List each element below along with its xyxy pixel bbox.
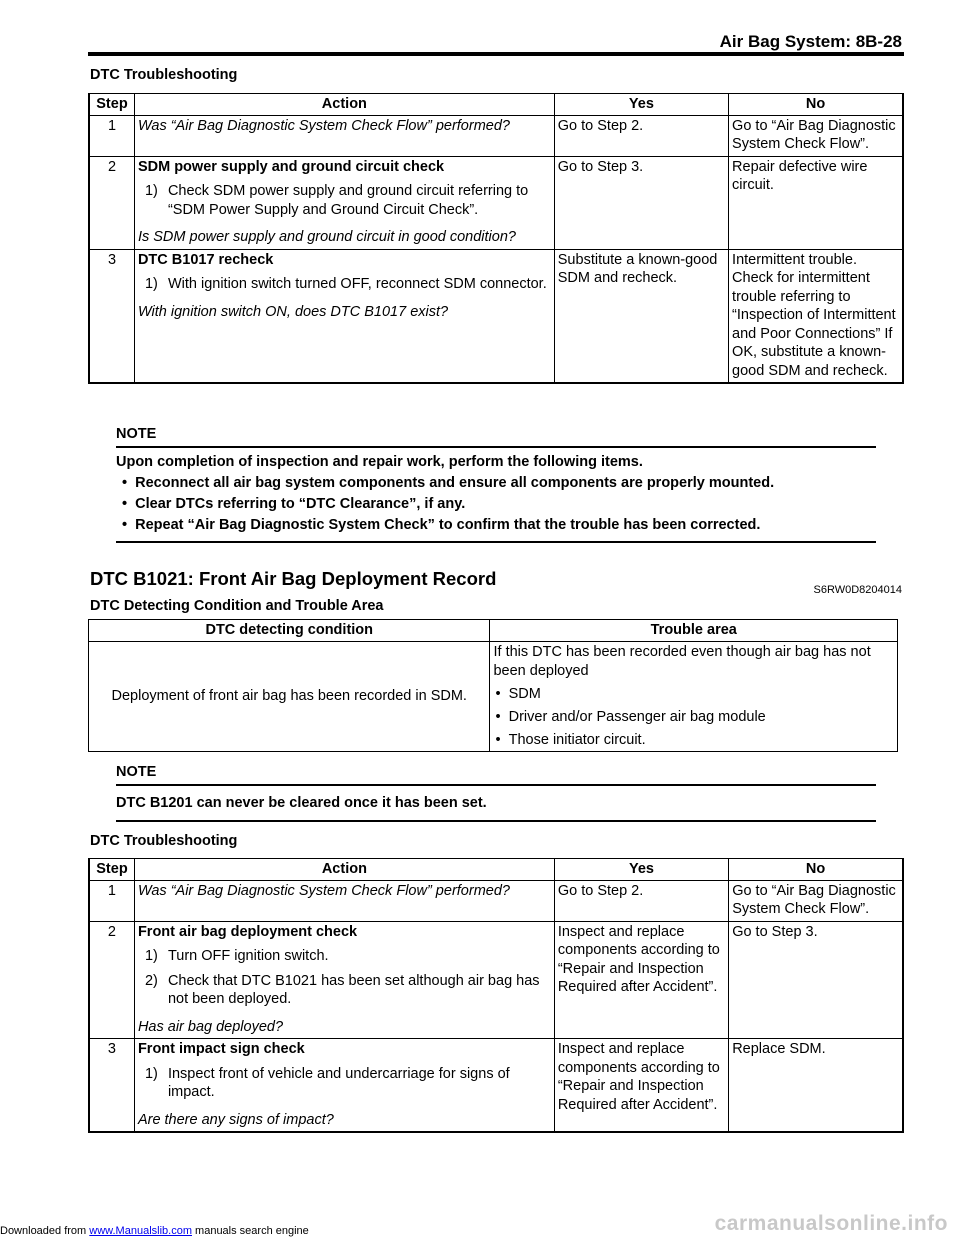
note-label: NOTE bbox=[116, 426, 876, 448]
area-intro: If this DTC has been recorded even though air bag has not been deployed bbox=[493, 644, 871, 679]
download-footer: Downloaded from www.Manualslib.com manuals search engine bbox=[0, 1225, 309, 1237]
table-header-row bbox=[89, 94, 903, 116]
yes-cell: Inspect and replace components according to “Repair and Inspection Required after Accident”. bbox=[554, 1039, 728, 1133]
yes-cell: Go to Step 2. bbox=[554, 115, 728, 156]
col-action: Action bbox=[134, 859, 554, 881]
no-cell: Go to “Air Bag Diagnostic System Check Flow”. bbox=[729, 880, 903, 921]
col-action: Action bbox=[134, 94, 554, 116]
condition-cell: Deployment of front air bag has been recorded in SDM. bbox=[89, 642, 490, 752]
action-cell bbox=[134, 115, 554, 156]
troubleshooting-table-1 bbox=[88, 93, 904, 384]
table-row bbox=[89, 1039, 903, 1133]
note-label: NOTE bbox=[116, 764, 876, 786]
table-row bbox=[89, 115, 903, 156]
step-number: 1 bbox=[89, 880, 134, 921]
area-item: • Those initiator circuit. bbox=[495, 732, 646, 748]
troubleshooting-label-2: DTC Troubleshooting bbox=[90, 833, 238, 849]
col-no: No bbox=[729, 859, 903, 881]
no-cell: Intermittent trouble. Check for intermittent trouble referring to “Inspection of Intermittent and Poor Connections” If OK, substitute a known-good SDM and recheck. bbox=[729, 249, 903, 383]
no-cell: Go to Step 3. bbox=[729, 921, 903, 1039]
note-box-2 bbox=[116, 764, 876, 822]
note-item: • Reconnect all air bag system components and ensure all components are properly mounted. bbox=[122, 475, 775, 491]
troubleshooting-table-2 bbox=[88, 858, 904, 1133]
step-number: 2 bbox=[89, 921, 134, 1039]
note-body bbox=[116, 448, 876, 543]
note-item: • Repeat “Air Bag Diagnostic System Check” to confirm that the trouble has been corrected. bbox=[122, 517, 761, 533]
table-header-row bbox=[89, 859, 903, 881]
action-question: With ignition switch ON, does DTC B1017 exist? bbox=[137, 303, 449, 320]
sub-step: 1) Inspect front of vehicle and undercarriage for signs of impact. bbox=[144, 1065, 510, 1100]
col-condition: DTC detecting condition bbox=[89, 620, 490, 642]
no-cell: Repair defective wire circuit. bbox=[729, 156, 903, 249]
col-yes: Yes bbox=[554, 859, 728, 881]
step-title: DTC B1017 recheck bbox=[137, 251, 274, 268]
sub-step: 1) Turn OFF ignition switch. bbox=[144, 948, 329, 964]
area-item: • Driver and/or Passenger air bag module bbox=[495, 709, 766, 725]
note-intro: Upon completion of inspection and repair work, perform the following items. bbox=[116, 454, 643, 470]
note-box-1 bbox=[116, 426, 876, 543]
table-header-row bbox=[89, 620, 898, 642]
step-title: Front air bag deployment check bbox=[137, 923, 358, 940]
action-cell bbox=[134, 156, 554, 249]
action-cell bbox=[134, 921, 554, 1039]
condition-label: DTC Detecting Condition and Trouble Area bbox=[90, 598, 384, 614]
action-question: Are there any signs of impact? bbox=[137, 1111, 334, 1128]
yes-cell: Go to Step 2. bbox=[554, 880, 728, 921]
site-watermark: carmanualsonline.info bbox=[714, 1212, 948, 1235]
table-row bbox=[89, 249, 903, 383]
action-question: Has air bag deployed? bbox=[137, 1018, 284, 1035]
table-row bbox=[89, 642, 898, 752]
action-question: Is SDM power supply and ground circuit in good condition? bbox=[137, 229, 516, 245]
yes-cell: Substitute a known-good SDM and recheck. bbox=[554, 249, 728, 383]
table-row bbox=[89, 156, 903, 249]
col-step: Step bbox=[89, 94, 134, 116]
step-title: SDM power supply and ground circuit check bbox=[137, 158, 445, 175]
table-row bbox=[89, 880, 903, 921]
yes-cell: Inspect and replace components according to “Repair and Inspection Required after Accident”. bbox=[554, 921, 728, 1039]
action-question: Was “Air Bag Diagnostic System Check Flow” performed? bbox=[137, 882, 510, 899]
note-item: • Clear DTCs referring to “DTC Clearance”, if any. bbox=[122, 496, 466, 512]
action-question: Was “Air Bag Diagnostic System Check Flow” performed? bbox=[137, 117, 510, 134]
area-item: • SDM bbox=[495, 686, 541, 702]
col-step: Step bbox=[89, 859, 134, 881]
step-number: 2 bbox=[89, 156, 134, 249]
table-row bbox=[89, 921, 903, 1039]
sub-step: 1) Check SDM power supply and ground circuit referring to “SDM Power Supply and Ground Circuit Check”. bbox=[144, 183, 529, 218]
step-number: 3 bbox=[89, 1039, 134, 1133]
section-code: S6RW0D8204014 bbox=[813, 584, 902, 596]
manualslib-link[interactable]: www.Manualslib.com bbox=[89, 1225, 192, 1237]
note-body bbox=[116, 786, 876, 822]
col-trouble-area: Trouble area bbox=[490, 620, 898, 642]
sub-step: 1) With ignition switch turned OFF, reconnect SDM connector. bbox=[144, 276, 547, 292]
section-heading: DTC B1021: Front Air Bag Deployment Record bbox=[90, 568, 497, 589]
action-cell bbox=[134, 249, 554, 383]
troubleshooting-label-1: DTC Troubleshooting bbox=[90, 67, 238, 83]
trouble-area-cell bbox=[490, 642, 898, 752]
step-title: Front impact sign check bbox=[137, 1041, 305, 1057]
no-cell: Replace SDM. bbox=[729, 1039, 903, 1133]
header-rule bbox=[88, 52, 904, 56]
step-number: 1 bbox=[89, 115, 134, 156]
step-number: 3 bbox=[89, 249, 134, 383]
no-cell: Go to “Air Bag Diagnostic System Check Flow”. bbox=[729, 115, 903, 156]
col-yes: Yes bbox=[554, 94, 728, 116]
note-text: DTC B1201 can never be cleared once it has been set. bbox=[116, 795, 487, 811]
condition-table bbox=[88, 619, 898, 752]
action-cell bbox=[134, 880, 554, 921]
action-cell bbox=[134, 1039, 554, 1133]
sub-step: 2) Check that DTC B1021 has been set although air bag has not been deployed. bbox=[144, 972, 540, 1007]
yes-cell: Go to Step 3. bbox=[554, 156, 728, 249]
page-header-title: Air Bag System: 8B-28 bbox=[719, 32, 902, 51]
col-no: No bbox=[729, 94, 903, 116]
